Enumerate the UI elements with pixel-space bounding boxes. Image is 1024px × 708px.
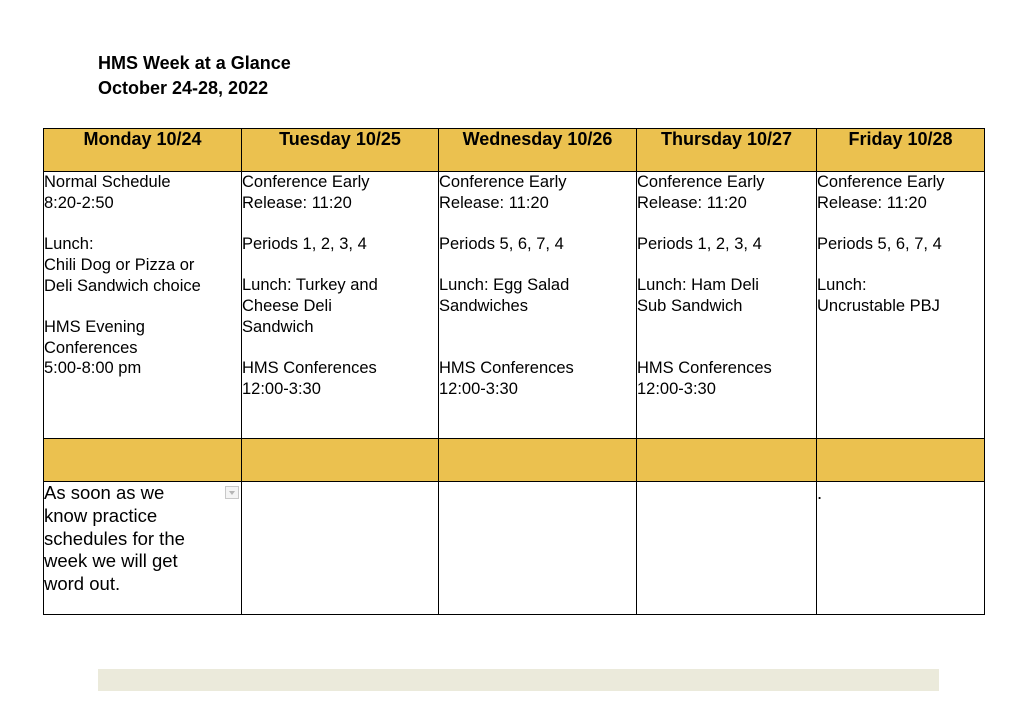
schedule-line	[439, 255, 636, 276]
schedule-line: Conferences	[44, 338, 138, 357]
schedule-line: Chili Dog or Pizza or	[44, 255, 195, 274]
schedule-line: Sandwich	[242, 317, 314, 336]
note-line: word out.	[44, 573, 121, 595]
schedule-line: 12:00-3:30	[439, 379, 518, 398]
schedule-line: Conference Early	[637, 173, 765, 191]
notes-row	[44, 482, 985, 615]
note-cell-wednesday[interactable]	[439, 482, 637, 615]
schedule-line: HMS Evening	[44, 317, 145, 336]
schedule-line	[637, 255, 816, 276]
schedule-line: Periods 5, 6, 7, 4	[817, 235, 942, 254]
separator-cell[interactable]	[44, 439, 242, 482]
schedule-line	[44, 213, 241, 234]
schedule-line	[242, 255, 438, 276]
separator-cell[interactable]	[242, 439, 439, 482]
note-line: schedules for the	[44, 527, 185, 549]
note-line: week we will get	[44, 550, 178, 572]
schedule-line: HMS Conferences	[439, 359, 574, 378]
cell-friday[interactable]	[817, 172, 985, 439]
schedule-line: 12:00-3:30	[637, 379, 716, 398]
separator-cell[interactable]	[637, 439, 817, 482]
schedule-line: Uncrustable PBJ	[817, 297, 940, 316]
schedule-line	[242, 213, 438, 234]
note-cell-thursday[interactable]	[637, 482, 817, 615]
schedule-line: Deli Sandwich choice	[44, 276, 201, 295]
schedule-line: Sub Sandwich	[637, 297, 743, 316]
schedule-line: Conference Early	[242, 173, 370, 191]
schedule-line	[637, 213, 816, 234]
cell-tuesday[interactable]	[242, 172, 439, 439]
schedule-line: Release: 11:20	[817, 193, 927, 212]
schedule-line	[637, 338, 816, 359]
schedule-line: Periods 5, 6, 7, 4	[439, 235, 564, 254]
note-line: As soon as we	[44, 482, 165, 503]
footer-bar	[98, 669, 939, 691]
schedule-line	[637, 317, 816, 338]
note-cell-monday[interactable]	[44, 482, 242, 615]
schedule-line: 5:00-8:00 pm	[44, 359, 142, 378]
header-monday: Monday 10/24	[44, 129, 242, 172]
schedule-line: Periods 1, 2, 3, 4	[637, 235, 762, 254]
header-row	[44, 129, 985, 172]
document-title	[98, 51, 291, 101]
schedule-line: Conference Early	[439, 173, 567, 191]
week-schedule-table	[43, 128, 985, 615]
schedule-line: HMS Conferences	[242, 359, 377, 378]
schedule-line: 8:20-2:50	[44, 193, 114, 212]
header-wednesday: Wednesday 10/26	[439, 129, 637, 172]
separator-cell[interactable]	[439, 439, 637, 482]
schedule-line: Cheese Deli	[242, 297, 332, 316]
monday-note-text	[44, 482, 241, 596]
schedule-line: HMS Conferences	[637, 359, 772, 378]
schedule-line	[817, 213, 984, 234]
cell-monday[interactable]	[44, 172, 242, 439]
schedule-line	[242, 338, 438, 359]
friday-note-text: .	[817, 482, 823, 503]
schedule-line: Lunch: Turkey and	[242, 276, 378, 295]
header-tuesday: Tuesday 10/25	[242, 129, 439, 172]
note-line: know practice	[44, 504, 158, 526]
schedule-line: Release: 11:20	[439, 193, 549, 212]
schedule-line: Lunch:	[44, 235, 94, 254]
schedule-line: Periods 1, 2, 3, 4	[242, 235, 367, 254]
schedule-line	[439, 213, 636, 234]
header-thursday: Thursday 10/27	[637, 129, 817, 172]
schedule-line: Lunch: Egg Salad	[439, 276, 570, 295]
schedule-line	[439, 317, 636, 338]
schedule-line: 12:00-3:30	[242, 379, 321, 398]
schedule-line	[817, 255, 984, 276]
cell-wednesday[interactable]	[439, 172, 637, 439]
schedule-line: Normal Schedule	[44, 173, 171, 191]
schedule-line: Conference Early	[817, 173, 945, 191]
title-line-2: October 24-28, 2022	[98, 78, 269, 98]
chevron-down-icon[interactable]	[225, 486, 239, 499]
note-cell-tuesday[interactable]	[242, 482, 439, 615]
header-friday: Friday 10/28	[817, 129, 985, 172]
schedule-line: Lunch: Ham Deli	[637, 276, 759, 295]
schedule-line: Release: 11:20	[242, 193, 352, 212]
note-cell-friday[interactable]	[817, 482, 985, 615]
schedule-row	[44, 172, 985, 439]
schedule-line	[439, 338, 636, 359]
yellow-separator-row	[44, 439, 985, 482]
schedule-line: Sandwiches	[439, 297, 528, 316]
cell-thursday[interactable]	[637, 172, 817, 439]
schedule-line: Release: 11:20	[637, 193, 747, 212]
title-line-1: HMS Week at a Glance	[98, 53, 291, 73]
schedule-line	[44, 296, 241, 317]
schedule-line: Lunch:	[817, 276, 867, 295]
separator-cell[interactable]	[817, 439, 985, 482]
